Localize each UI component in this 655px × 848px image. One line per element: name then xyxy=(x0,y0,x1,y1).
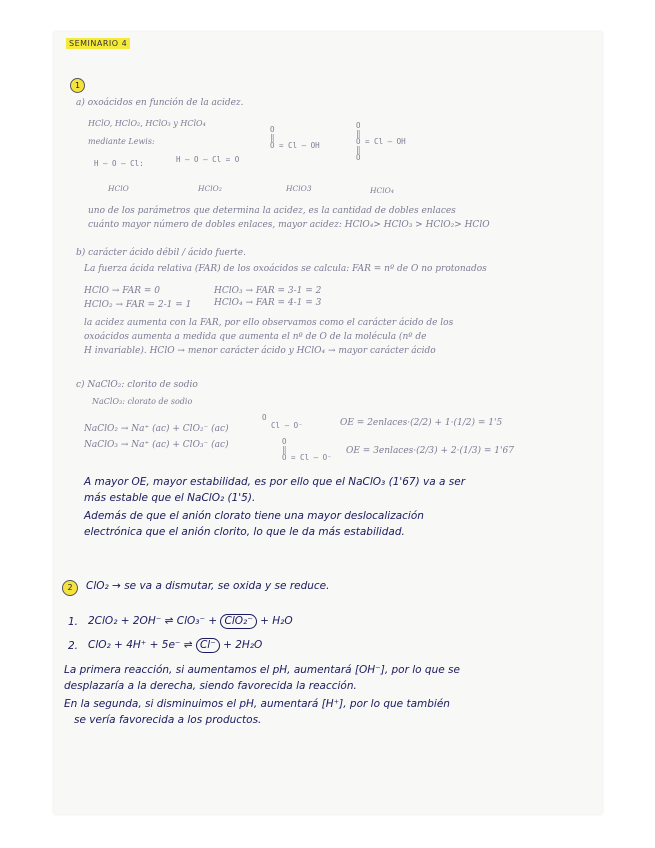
part-a-list: HClO, HClO₂, HClO₃ y HClO₄ xyxy=(88,119,206,128)
part-c-reaction-2: NaClO₃ → Na⁺ (ac) + ClO₃⁻ (ac) xyxy=(84,440,229,450)
q2-reaction-2-number: 2. xyxy=(68,640,79,652)
q2-reaction-1: 2ClO₂ + 2OH⁻ ⇌ ClO₃⁻ + ClO₂⁻ + H₂O xyxy=(88,615,293,627)
q2-heading: ClO₂ → se va a dismutar, se oxida y se reduce. xyxy=(86,580,330,592)
part-c-conclusion-3: Además de que el anión clorato tiene una mayor deslocalización xyxy=(84,510,424,522)
lewis-structure-chlorite: O Cl – O⁻ xyxy=(262,413,303,430)
part-b-heading: b) carácter ácido débil / ácido fuerte. xyxy=(76,248,246,258)
part-c-oe-1: OE = 2enlaces·(2/2) + 1·(1/2) = 1'5 xyxy=(340,418,503,428)
part-c-conclusion-4: electrónica que el anión clorito, lo que le da más estabilidad. xyxy=(84,526,405,538)
lewis-structure-hclo4: O ‖ O = Cl – OH ‖ O xyxy=(356,121,406,162)
q2-reaction-1-circled: ClO₂⁻ xyxy=(220,614,256,629)
part-b-calc-2a: HClO₂ → FAR = 2-1 = 1 xyxy=(84,300,192,310)
q2-text-3: En la segunda, si disminuimos el pH, aumentará [H⁺], por lo que también xyxy=(64,698,450,710)
part-a-lewis: mediante Lewis: xyxy=(88,137,155,146)
part-c-conclusion-2: más estable que el NaClO₂ (1'5). xyxy=(84,492,256,504)
question-1-marker: 1 xyxy=(70,78,85,93)
label-hclo4: HClO₄ xyxy=(370,186,394,195)
part-c-heading: c) NaClO₂: clorito de sodio xyxy=(76,380,198,390)
part-b-text-1: La fuerza ácida relativa (FAR) de los oxoácidos se calcula: FAR = nº de O no protonados xyxy=(84,264,487,274)
part-b-calc-1b: HClO₃ → FAR = 3-1 = 2 xyxy=(214,286,322,296)
part-c-subheading: NaClO₃: clorato de sodio xyxy=(92,397,193,406)
part-c-conclusion-1: A mayor OE, mayor estabilidad, es por ello que el NaClO₃ (1'67) va a ser xyxy=(84,476,466,488)
q2-text-4: se vería favorecida a los productos. xyxy=(74,714,262,726)
page-title: SEMINARIO 4 xyxy=(66,38,130,49)
q2-reaction-2-circled: Cl⁻ xyxy=(196,638,220,653)
lewis-structure-hclo2: H – O – Cl = O xyxy=(176,155,240,164)
q2-reaction-1-number: 1. xyxy=(68,616,79,628)
label-hclo: HClO xyxy=(108,184,129,193)
part-b-text-4: H invariable). HClO → menor carácter ácido y HClO₄ → mayor carácter ácido xyxy=(84,346,436,356)
lewis-structure-chlorate: O ‖ O = Cl – O⁻ xyxy=(282,437,332,462)
label-hclo2: HClO₂ xyxy=(198,184,222,193)
lewis-structure-hclo3: O ‖ O = Cl – OH xyxy=(270,125,320,150)
part-b-calc-1a: HClO → FAR = 0 xyxy=(84,286,160,296)
part-c-oe-2: OE = 3enlaces·(2/3) + 2·(1/3) = 1'67 xyxy=(346,446,514,456)
part-a-text-1: uno de los parámetros que determina la acidez, es la cantidad de dobles enlaces xyxy=(88,206,456,216)
question-2-marker: 2 xyxy=(62,580,78,596)
part-b-calc-2b: HClO₄ → FAR = 4-1 = 3 xyxy=(214,298,322,308)
label-hclo3: HClO3 xyxy=(286,184,312,193)
q2-text-2: desplazaría a la derecha, siendo favorecida la reacción. xyxy=(64,680,357,692)
part-b-text-2: la acidez aumenta con la FAR, por ello observamos como el carácter ácido de los xyxy=(84,318,454,328)
q2-text-1: La primera reacción, si aumentamos el pH, aumentará [OH⁻], por lo que se xyxy=(64,664,460,676)
part-c-reaction-1: NaClO₂ → Na⁺ (ac) + ClO₂⁻ (ac) xyxy=(84,424,229,434)
part-a-text-2: cuánto mayor número de dobles enlaces, mayor acidez: HClO₄> HClO₃ > HClO₂> HClO xyxy=(88,220,490,230)
notebook-page xyxy=(54,32,602,814)
lewis-structure-hclo: H – O – Cl: xyxy=(94,159,144,168)
q2-reaction-2: ClO₂ + 4H⁺ + 5e⁻ ⇌ Cl⁻ + 2H₂O xyxy=(88,639,263,651)
part-b-text-3: oxoácidos aumenta a medida que aumenta el nº de O de la molécula (nº de xyxy=(84,332,427,342)
part-a-heading: a) oxoácidos en función de la acidez. xyxy=(76,98,244,108)
